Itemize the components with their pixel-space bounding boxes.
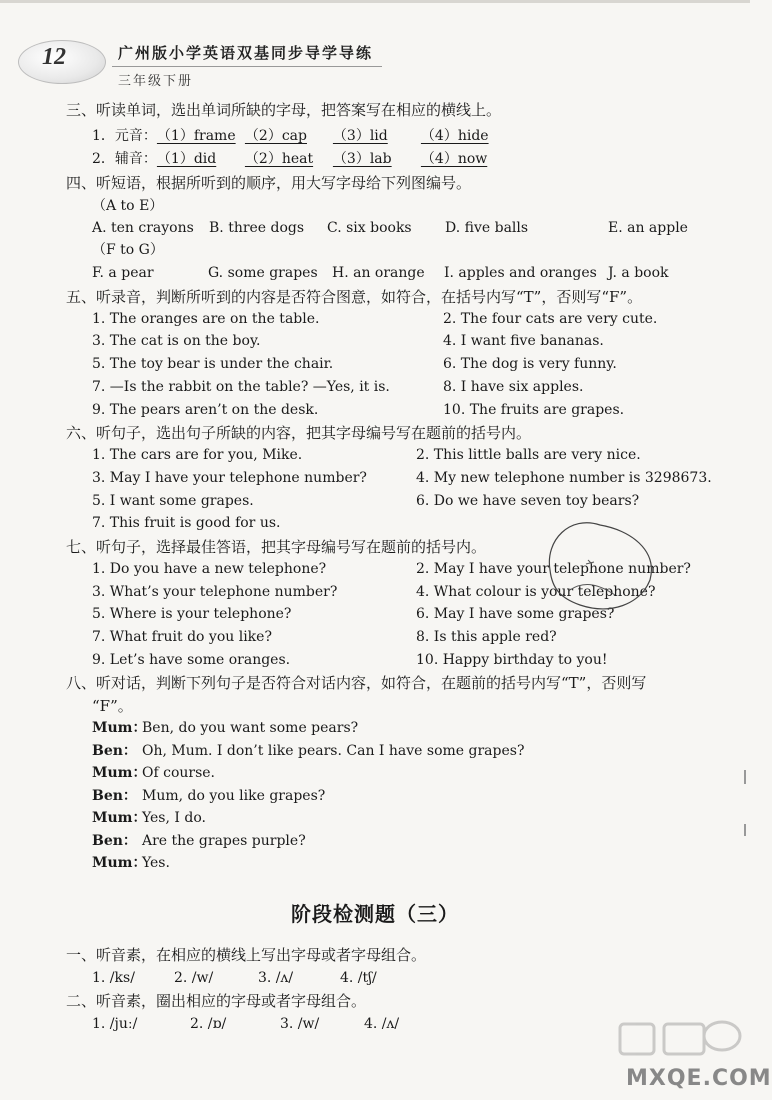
group-label: （F to G） [92,242,164,258]
word-item: （1）frame [156,128,236,144]
phoneme-item: 2. /w/ [174,970,214,986]
item: 3. The cat is on the boy. [92,333,261,349]
phoneme-item: 3. /ʌ/ [258,970,294,986]
word-item: （2）cap [244,128,307,144]
dialogue-line [92,787,325,805]
stage-q2-items [92,1015,399,1033]
dialogue-line [92,809,206,827]
page-header [18,30,398,90]
item: 1. The cars are for you, Mike. [92,447,303,463]
phrase-item: I. apples and oranges [444,265,597,281]
item: 4. What colour is your telephone? [416,584,656,600]
word-item: （4）now [420,151,488,167]
stage-q1-title: 一、听音素，在相应的横线上写出字母或者字母组合。 [66,946,427,964]
utterance: Yes. [142,855,170,871]
row-label: 2．辅音： [92,151,157,167]
phrase-item: B. three dogs [209,220,305,236]
item: 2. May I have your telephone number? [416,561,691,577]
section-4-title: 四、听短语，根据所听到的顺序，用大写字母给下列图编号。 [66,174,472,192]
phoneme-item: 4. /ʌ/ [364,1016,400,1032]
stage-test-title: 阶段检测题（三） [291,902,459,926]
item: 6. Do we have seven toy bears? [416,493,640,509]
phoneme-item: 1. /ks/ [92,970,135,986]
series-title: 广州版小学英语双基同步导学导练 [118,44,374,62]
phoneme-item: 3. /w/ [280,1016,320,1032]
item: 9. The pears aren’t on the desk. [92,402,319,418]
utterance: Are the grapes purple? [142,833,306,849]
row-label: 1．元音： [92,128,157,144]
section-4-group-2 [92,264,669,282]
speaker: Mum： [92,765,147,781]
phoneme-item: 2. /ɒ/ [190,1016,227,1032]
section-8-title-line-2: “F”。 [92,697,133,715]
phoneme-item: 1. /juː/ [92,1016,138,1032]
item: 1. The oranges are on the table. [92,311,320,327]
dialogue-line [92,719,358,737]
speaker: Ben： [92,833,137,849]
word-item: （1）did [156,151,217,167]
page-number: 12 [42,44,66,70]
speaker: Mum： [92,810,147,826]
item: 2. The four cats are very cute. [443,311,658,327]
dialogue-line [92,742,524,760]
dialogue-line [92,764,215,782]
section-3-row-1 [92,127,489,145]
utterance: Ben, do you want some pears? [142,720,359,736]
section-4-group-1 [92,219,688,237]
dialogue-line [92,854,170,872]
item: 7. This fruit is good for us. [92,515,281,531]
section-6-title: 六、听句子，选出句子所缺的内容，把其字母编号写在题前的括号内。 [66,424,532,442]
phoneme-item: 4. /tʃ/ [340,970,377,986]
speaker: Mum： [92,855,147,871]
header-divider [112,66,382,67]
item: 4. I want five bananas. [443,333,604,349]
word-item: （3）lid [332,128,388,144]
item: 3. May I have your telephone number? [92,470,367,486]
stage-q1-items [92,969,377,987]
section-3-row-2 [92,150,487,168]
speaker: Ben： [92,743,137,759]
item: 3. What’s your telephone number? [92,584,338,600]
section-7-title: 七、听句子，选择最佳答语，把其字母编号写在题前的括号内。 [66,538,487,556]
section-3-title: 三、听读单词，选出单词所缺的字母，把答案写在相应的横线上。 [66,101,502,119]
item: 8. I have six apples. [443,379,584,395]
item: 10. Happy birthday to you! [416,652,608,668]
item: 1. Do you have a new telephone? [92,561,327,577]
phrase-item: C. six books [327,220,412,236]
item: 7. What fruit do you like? [92,629,272,645]
utterance: Mum, do you like grapes? [142,788,326,804]
item: 2. This little balls are very nice. [416,447,641,463]
item: 6. The dog is very funny. [443,356,617,372]
item: 5. The toy bear is under the chair. [92,356,334,372]
utterance: Yes, I do. [142,810,206,826]
group-label: （A to E） [92,198,164,214]
section-5-title: 五、听录音，判断所听到的内容是否符合图意，如符合，在括号内写“T”，否则写“F”。 [66,288,643,306]
word-item: （2）heat [244,151,314,167]
edge-mark [744,770,746,784]
top-page-edge [0,0,750,3]
item: 5. Where is your telephone? [92,606,292,622]
item: 5. I want some grapes. [92,493,254,509]
utterance: Oh, Mum. I don’t like pears. Can I have some grapes? [142,743,525,759]
phrase-item: H. an orange [332,265,425,281]
phrase-item: F. a pear [92,265,154,281]
section-8-title-line-1: 八、听对话，判断下列句子是否符合对话内容，如符合，在题前的括号内写“T”，否则写 [66,674,647,692]
pencil-scribble [540,510,660,620]
item: 7. —Is the rabbit on the table? —Yes, it is. [92,379,390,395]
item: 9. Let’s have some oranges. [92,652,291,668]
word-item: （3）lab [332,151,392,167]
item: 8. Is this apple red? [416,629,557,645]
utterance: Of course. [142,765,216,781]
grade-label: 三年级下册 [118,74,194,89]
word-item: （4）hide [420,128,489,144]
item: 10. The fruits are grapes. [443,402,625,418]
watermark-text: MXQE.COM [626,1066,772,1091]
stage-q2-title: 二、听音素，圈出相应的字母或者字母组合。 [66,992,367,1010]
phrase-item: G. some grapes [208,265,318,281]
phrase-item: D. five balls [445,220,529,236]
edge-mark [744,824,746,836]
phrase-item: J. a book [608,265,669,281]
item: 6. May I have some grapes? [416,606,615,622]
speaker: Ben： [92,788,137,804]
item: 4. My new telephone number is 3298673. [416,470,712,486]
phrase-item: E. an apple [608,220,688,236]
phrase-item: A. ten crayons [92,220,194,236]
dialogue-line [92,832,306,850]
speaker: Mum： [92,720,147,736]
